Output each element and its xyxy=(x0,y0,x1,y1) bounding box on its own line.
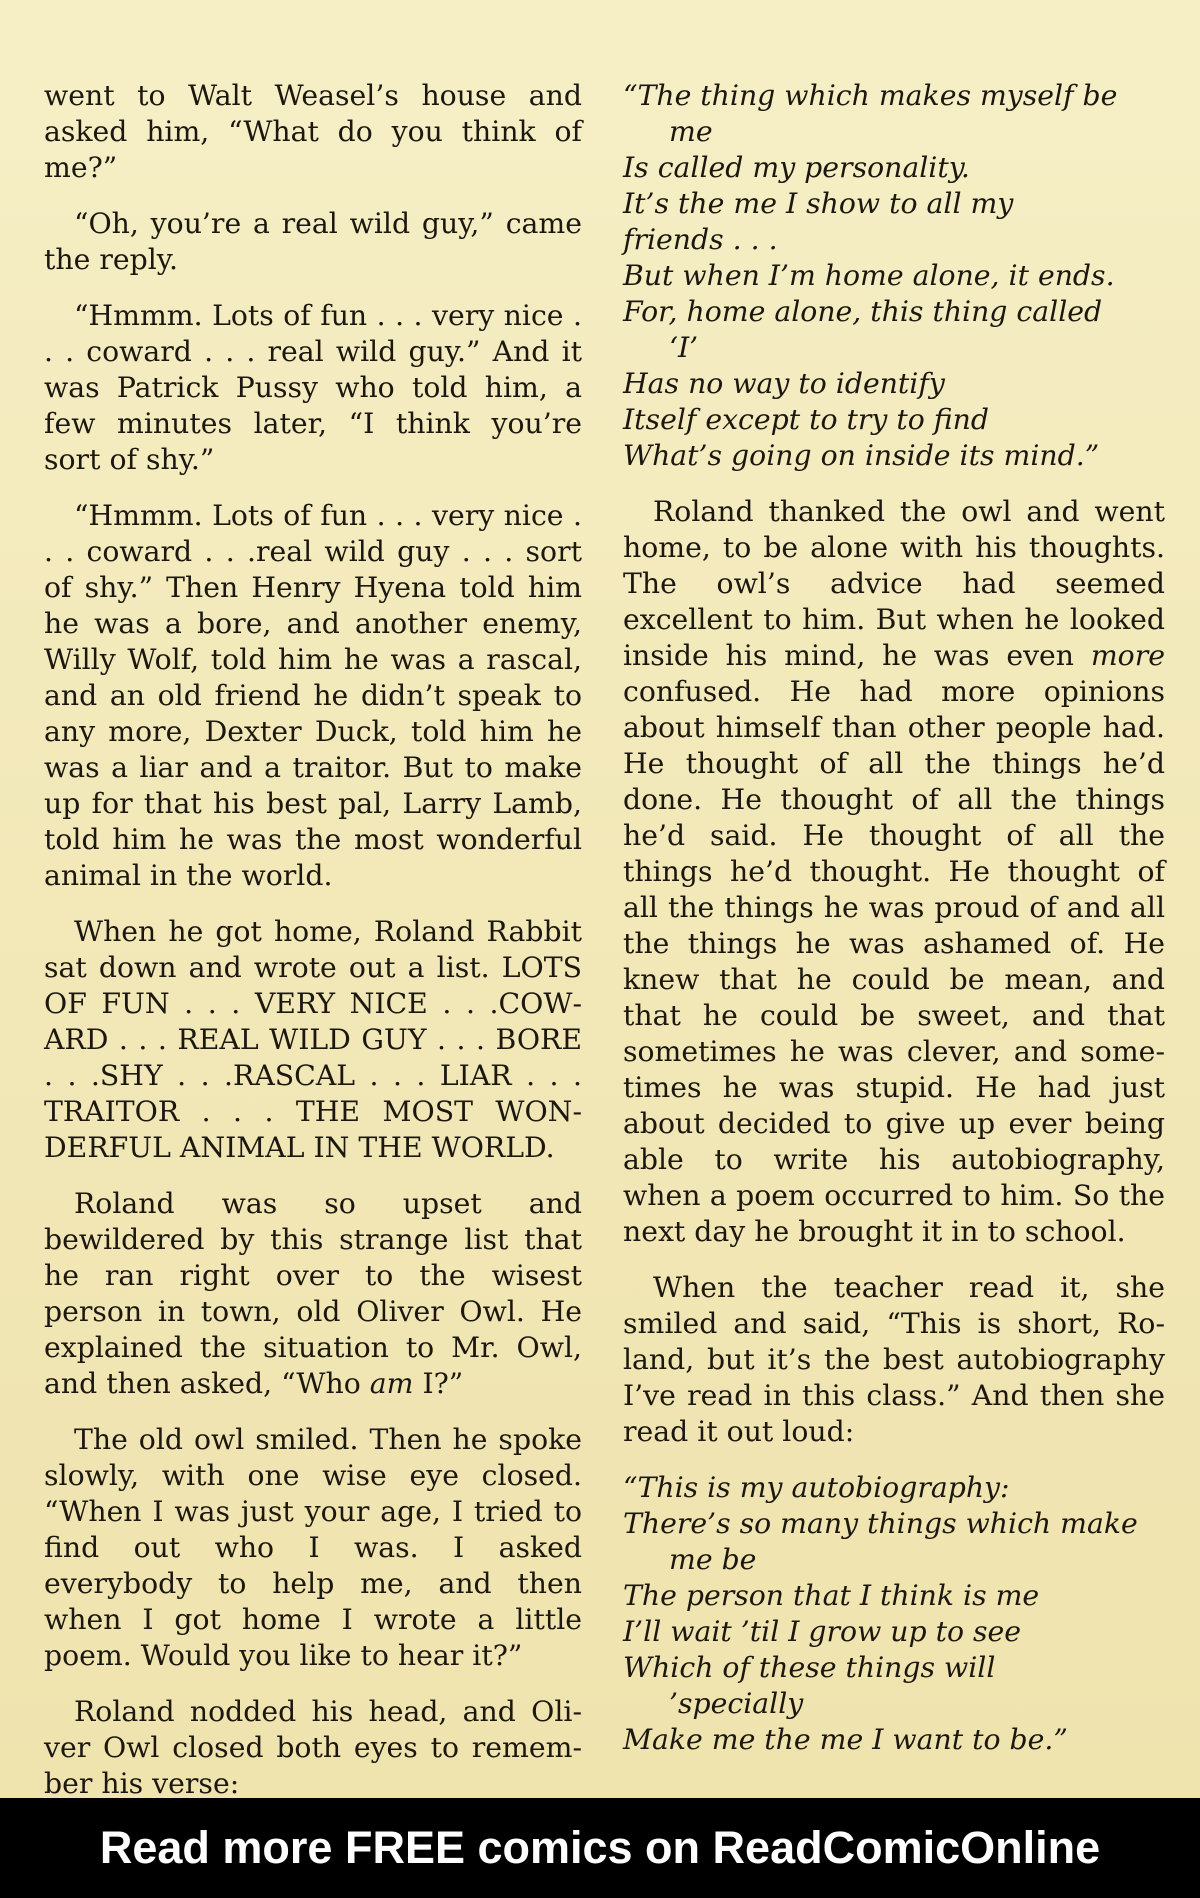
right-column xyxy=(623,78,1165,1778)
emphasis-more: more xyxy=(1090,639,1165,672)
paragraph-patrick-pussy: “Hmmm. Lots of fun . . . very nice . . . coward . . . real wild guy.” And it was Patrick Pussy who told him, a few minutes later, “I think you’re sort of shy.” xyxy=(44,299,582,476)
poem-line: ’specially xyxy=(669,1687,804,1720)
poem-line: The person that I think is me xyxy=(623,1579,1040,1612)
autobiography-poem xyxy=(623,1470,1165,1758)
poem-line: It’s the me I show to all my xyxy=(623,187,1014,220)
paragraph-roland-list: When he got home, Roland Rabbit sat down and wrote out a list. LOTS OF FUN . . . VERY NICE . . .COWARD . . . REAL WILD GUY . . . BORE . . .SHY . . .RASCAL . . . LIAR . . . TRAITOR . . . THE MOST WONDERFUL ANIMAL IN THE WORLD. xyxy=(44,915,582,1164)
paragraph-oliver-owl-end: I?” xyxy=(413,1367,464,1400)
poem-line: “The thing which makes myself be xyxy=(623,79,1118,112)
poem-line: “This is my autobiography: xyxy=(623,1471,1010,1504)
emphasis-am: am xyxy=(369,1367,414,1400)
poem-line: What’s going on inside its mind.” xyxy=(623,439,1100,472)
paragraph-roland-thanked xyxy=(623,494,1165,1250)
paragraph-opinions-list: “Hmmm. Lots of fun . . . very nice . . . coward . . .real wild guy . . . sort of shy.” Then Henry Hyena told him he was a bore, and another enemy, Willy Wolf, told him he was a rascal, and an old friend he didn’t speak to any more, Dexter Duck, told him he was a liar and a traitor. But to make up for that his best pal, Larry Lamb, told him he was the most wonderful animal in the world. xyxy=(44,499,582,892)
poem-line: There’s so many things which make xyxy=(623,1507,1138,1540)
paragraph-roland-thanked-text: Roland thanked the owl and went home, to be alone with his thoughts. The owl’s advice had seemed excellent to him. But when he looked inside his mind, he was even xyxy=(623,495,1165,672)
poem-line: Which of these things will xyxy=(623,1651,996,1684)
poem-line: But when I’m home alone, it ends. xyxy=(623,259,1115,292)
poem-line: me xyxy=(669,115,713,148)
paragraph-wild-guy-reply: “Oh, you’re a real wild guy,” came the reply. xyxy=(44,207,582,276)
owl-poem xyxy=(623,78,1165,474)
paragraph-teacher-read: When the teacher read it, she smiled and said, “This is short, Roland, but it’s the best autobiography I’ve read in this class.” And then she read it out loud: xyxy=(623,1271,1165,1448)
paragraph-roland-thanked-end: confused. He had more opinions about himself than other people had. He thought of all the things he’d done. He thought of all the things he’d said. He thought of all the things he’d thought. He thought of all the things he was proud of and all the things he was ashamed of. He knew that he could be mean, and that he could be sweet, and that sometimes he was clever, and sometimes he was stupid. He had just about decided to give up ever being able to write his autobiography, when a poem occurred to him. So the next day he brought it in to school. xyxy=(623,675,1165,1248)
poem-line: For, home alone, this thing called xyxy=(623,295,1103,328)
poem-line: I’ll wait ’til I grow up to see xyxy=(623,1615,1022,1648)
paragraph-oliver-owl xyxy=(44,1186,582,1402)
paragraph-oliver-owl-text: Roland was so upset and bewildered by this strange list that he ran right over to the wisest person in town, old Oliver Owl. He explained the situation to Mr. Owl, and then asked, “Who xyxy=(44,1187,582,1400)
poem-line: Itself except to try to find xyxy=(623,403,990,436)
paragraph-walt-weasel: went to Walt Weasel’s house and asked him, “What do you think of me?” xyxy=(44,79,582,184)
paragraph-owl-smiled: The old owl smiled. Then he spoke slowly, with one wise eye closed. “When I was just your age, I tried to find out who I was. I asked everybody to help me, and then when I got home I wrote a little poem. Would you like to hear it?” xyxy=(44,1423,582,1672)
read-more-banner: Read more FREE comics on ReadComicOnline xyxy=(0,1798,1200,1898)
poem-line: ‘I’ xyxy=(669,331,699,364)
poem-line: Make me the me I want to be.” xyxy=(623,1723,1068,1756)
poem-line: friends . . . xyxy=(623,223,778,256)
poem-line: Has no way to identify xyxy=(623,367,945,400)
left-column xyxy=(44,78,582,1798)
paragraph-roland-nodded: Roland nodded his head, and Oliver Owl closed both eyes to remember his verse: xyxy=(44,1695,582,1798)
poem-line: Is called my personality. xyxy=(623,151,970,184)
poem-line: me be xyxy=(669,1543,757,1576)
